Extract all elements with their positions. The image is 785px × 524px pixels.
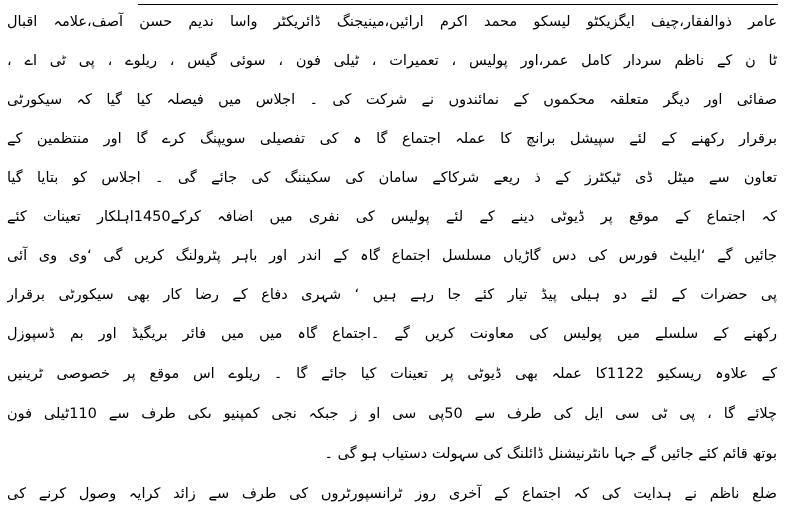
text-line: تعاون سے میٹل ڈی ٹیکٹرز کے ذ ریعے شرکاکے سامان کی سکیننگ کی جائے گی ۔ اجلاس کو بتایا گیا xyxy=(7,170,777,186)
text-line: جائیں گے ‘ایلیٹ فورس کی دس گاڑیاں مسلسل اجتماع گاہ کے اندر اور باہر پٹرولنگ کریں گی ‘وی وی آئی xyxy=(7,248,777,264)
text-line: کہ اجتماع کے موقع پر ڈیوٹی دینے کے لئے پولیس کی نفری میں اضافہ کرکے1450اہلکار تعینات کئے xyxy=(7,209,777,225)
text-line: ضلع ناظم نے ہدایت کی کہ اجتماع کے آخری روز ٹرانسپورٹروں کی طرف سے زائد کرایہ وصول کرنے کی xyxy=(7,486,777,502)
text-line: برقرار رکھنے کے لئے سپیشل برانچ کا عملہ اجتماع گا ہ کی تفصیلی سویپنگ کرے گا اور منتظمین کے xyxy=(7,131,777,147)
text-line: چلائے گا ، پی ٹی سی ایل کی طرف سے 50پی سی او ز جبکہ نجی کمپنیو ںکی طرف سے 110ٹیلی فون xyxy=(7,406,777,422)
text-line: کے علاوہ ریسکیو 1122کا عملہ بھی ڈیوٹی پر تعینات کیا جائے گا ۔ ریلوے اس موقع پر خصوصی ٹرینیں xyxy=(7,366,777,382)
text-line: عامر ذوالفقار،چیف ایگزیکٹو لیسکو محمد اکرم ارائیں،مینیجنگ ڈائریکٹر واسا ندیم حسن آصف،علامہ اقبال xyxy=(7,14,777,30)
text-line: رکھنے کے سلسلے میں پولیس کی معاونت کریں گے ۔اجتماع گاہ میں میں فائر بریگیڈ اور بم ڈسپوزل xyxy=(7,326,777,342)
text-line: پی حضرات کے لئے دو ہیلی پیڈ تیار کئے جا رہے ہیں ‘ شہری دفاع کے رضا کار بھی سیکورٹی برقرار xyxy=(7,287,777,303)
text-line: بوتھ قائم کئے جائیں گے جہا ںانٹرنیشنل ڈائلنگ کی سہولت دستیاب ہو گی ۔ xyxy=(324,446,777,462)
top-rule xyxy=(138,4,778,5)
text-line: ٹا ن کے ناظم سردار کامل عمر،اور پولیس ، تعمیرات ، ٹیلی فون ، سوئی گیس ، ریلوے ، پی ٹی اے ، xyxy=(7,53,777,69)
text-line: صفائی اور دیگر متعلقہ محکموں کے نمائندوں نے شرکت کی ۔ اجلاس میں فیصلہ کیا گیا کہ سیکورٹی xyxy=(7,92,777,108)
